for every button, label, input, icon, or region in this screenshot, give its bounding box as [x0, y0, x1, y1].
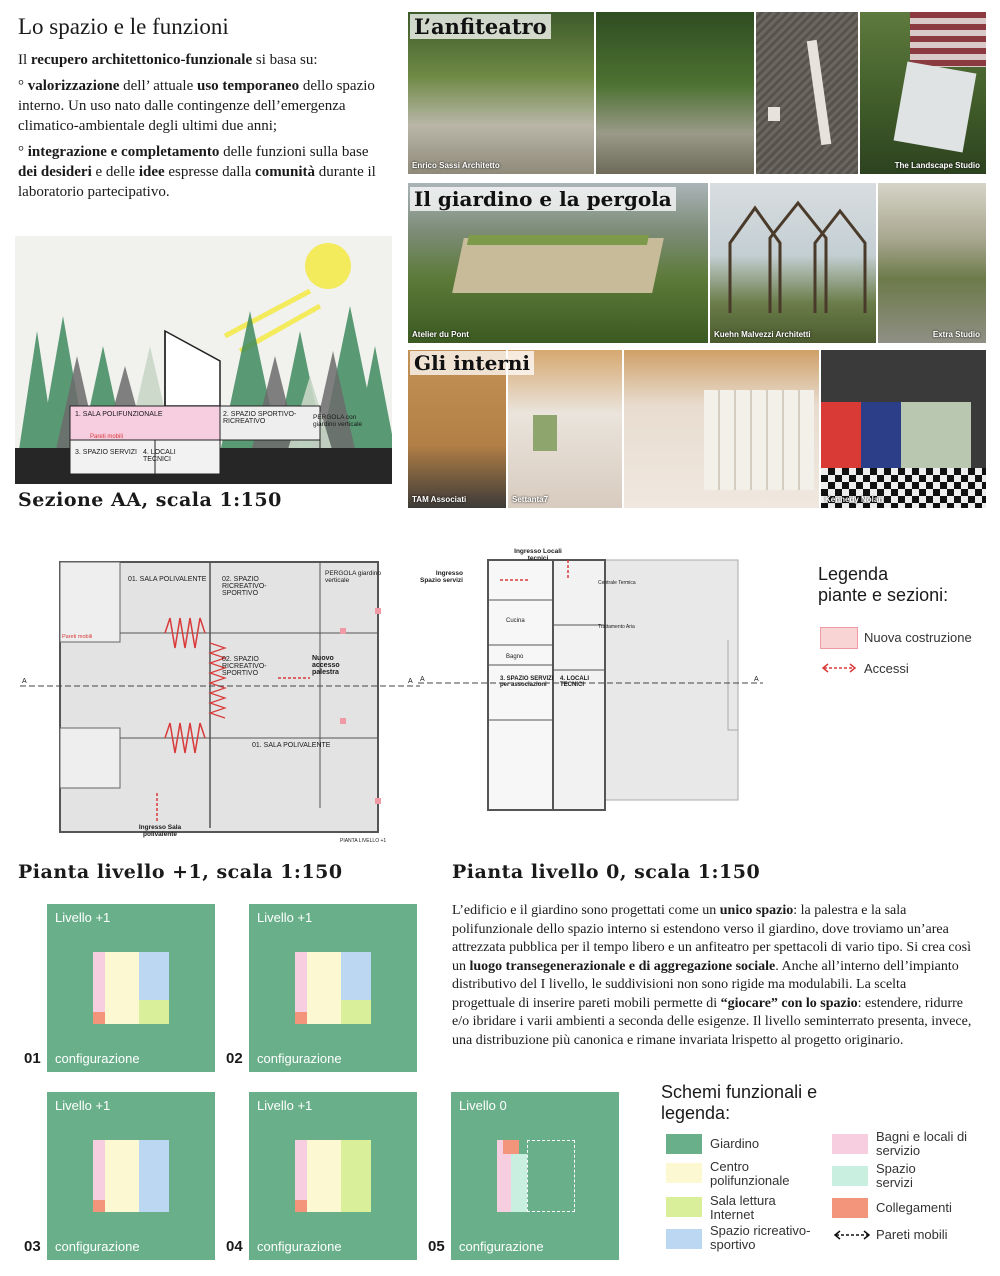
- section-room-1: 1. SALA POLIFUNZIONALE: [75, 411, 163, 418]
- config-04-label: Livello +1: [257, 1098, 313, 1113]
- giardino-credit-3: Extra Studio: [932, 330, 980, 339]
- plan0-caption: Pianta livello 0, scala 1:150: [452, 861, 761, 883]
- intro-lead: Il recupero architettonico-funzionale si basa su:: [18, 52, 318, 68]
- nuova-costruzione-swatch: [820, 627, 858, 649]
- plan1-footer: PIANTA LIVELLO +1: [340, 838, 387, 844]
- plan-level-plus1: [20, 538, 420, 850]
- section-caption: Sezione AA, scala 1:150: [18, 489, 282, 511]
- plan1-room-4: 01. SALA POLIVALENTE: [252, 742, 331, 749]
- ricreativo-swatch: [666, 1229, 702, 1249]
- giardino-swatch: [666, 1134, 702, 1154]
- giardino-credit-2: Kuehn Malvezzi Architetti: [714, 330, 811, 339]
- anfiteatro-photo-4: [860, 12, 986, 174]
- collegamenti-swatch: [832, 1198, 868, 1218]
- anfiteatro-credit-1: Enrico Sassi Architetto: [412, 161, 500, 170]
- intro-text: [18, 50, 388, 208]
- anfiteatro-title: L’anfiteatro: [410, 14, 551, 39]
- section-room-4: 4. LOCALI TECNICI: [143, 449, 176, 463]
- config-02: [249, 904, 417, 1072]
- plan0-axis-left: A: [420, 676, 425, 683]
- accessi-label: Accessi: [864, 661, 909, 676]
- giardino-credit-1: Atelier du Pont: [412, 330, 469, 339]
- plan1-room-2: 02. SPAZIO RICREATIVO-SPORTIVO: [222, 576, 267, 597]
- config-01: [47, 904, 215, 1072]
- func-legend-title: [661, 1082, 817, 1124]
- interni-credit-1: TAM Associati: [412, 495, 467, 504]
- config-03-num: 03: [24, 1238, 41, 1255]
- intro-point-1: ° valorizzazione dell’ attuale uso temporaneo dello spazio interno. Un uso nato dalle contingenze dell’emergenza climatico-ambientale degli ultimi due anni;: [18, 78, 375, 134]
- bagni-label: Bagni e locali di servizio: [876, 1129, 968, 1158]
- config-04-num: 04: [226, 1238, 243, 1255]
- config-05-label: Livello 0: [459, 1098, 507, 1113]
- plan0-cucina: Cucina: [506, 618, 525, 624]
- config-02-num: 02: [226, 1050, 243, 1067]
- section-room-3: 3. SPAZIO SERVIZI: [75, 449, 137, 456]
- centro-label: Centro polifunzionale: [710, 1159, 790, 1188]
- plan-level-0: [418, 540, 763, 830]
- accessi-arrow-icon: [820, 662, 858, 674]
- config-04-bottom: configurazione: [257, 1239, 342, 1254]
- ricreativo-label: Spazio ricreativo-sportivo: [710, 1223, 811, 1252]
- plan-level-plus1-drawing: [20, 538, 420, 850]
- plan-legend-title-1: Legenda: [818, 564, 889, 584]
- nuova-costruzione-label: Nuova costruzione: [864, 630, 972, 645]
- interni-photo-3: [624, 350, 819, 508]
- config-05-num: 05: [428, 1238, 445, 1255]
- plan1-axis-left: A: [22, 678, 27, 685]
- giardino-label: Giardino: [710, 1136, 760, 1151]
- sala-lettura-label: Sala lettura Internet: [710, 1193, 776, 1222]
- config-03: [47, 1092, 215, 1260]
- spazio-servizi-label: Spazio servizi: [876, 1161, 916, 1190]
- plan0-ingresso-tecnici: Ingresso Locali tecnici: [514, 548, 562, 562]
- plan1-caption: Pianta livello +1, scala 1:150: [18, 861, 343, 883]
- plan1-axis-right: A: [408, 678, 413, 685]
- section-drawing: [15, 236, 392, 484]
- sala-lettura-swatch: [666, 1197, 702, 1217]
- config-05-bottom: configurazione: [459, 1239, 544, 1254]
- anfiteatro-credit-2: The Landscape Studio: [894, 161, 980, 170]
- interni-credit-2: Settanta7: [512, 495, 549, 504]
- section-pergola: PERGOLA con giardino verticale: [313, 414, 363, 428]
- giardino-title: Il giardino e la pergola: [410, 187, 676, 211]
- page-title: Lo spazio e le funzioni: [18, 14, 229, 39]
- config-02-label: Livello +1: [257, 910, 313, 925]
- plan1-pergola: PERGOLA giardino verticale: [325, 570, 382, 584]
- config-01-bottom: configurazione: [55, 1051, 140, 1066]
- plan-legend-title-2: piante e sezioni:: [818, 585, 949, 605]
- config-01-num: 01: [24, 1050, 41, 1067]
- bagni-swatch: [832, 1134, 868, 1154]
- plan0-tratt: Trattamento Aria: [598, 624, 635, 630]
- intro-point-2: ° integrazione e completamento delle funzioni sulla base dei desideri e delle idee espresse dalla comunità durante il laboratorio partecipativo.: [18, 144, 376, 200]
- anfiteatro-photo-3: [756, 12, 858, 174]
- pareti-mobili-icon: [832, 1229, 872, 1241]
- plan0-ingresso-servizi: Ingresso Spazio servizi: [420, 570, 463, 584]
- config-02-bottom: configurazione: [257, 1051, 342, 1066]
- interni-title: Gli interni: [410, 351, 534, 375]
- config-05: [451, 1092, 619, 1260]
- plan0-room-4: 4. LOCALI TECNICI: [560, 676, 590, 688]
- config-04: [249, 1092, 417, 1260]
- interni-photo-4: [821, 350, 986, 508]
- anfiteatro-photo-2: [596, 12, 754, 174]
- plan1-pareti: Pareti mobili: [62, 634, 93, 640]
- section-room-2: 2. SPAZIO SPORTIVO-RICREATIVO: [223, 411, 297, 425]
- section-pareti: Pareti mobili: [90, 434, 124, 440]
- func-legend-title-2: legenda:: [661, 1103, 731, 1123]
- func-legend-title-1: Schemi funzionali e: [661, 1082, 818, 1102]
- config-03-bottom: configurazione: [55, 1239, 140, 1254]
- plan1-room-1: 01. SALA POLIVALENTE: [128, 576, 207, 583]
- plan1-accesso: Nuovo accesso palestra: [312, 655, 340, 676]
- plan0-axis-right: A: [754, 676, 759, 683]
- plan-legend-title: [818, 564, 948, 606]
- plan0-bagno: Bagno: [506, 654, 524, 660]
- plan0-centrale: Centrale Termica: [598, 580, 636, 586]
- collegamenti-label: Collegamenti: [876, 1200, 952, 1215]
- config-03-label: Livello +1: [55, 1098, 111, 1113]
- config-01-label: Livello +1: [55, 910, 111, 925]
- interni-credit-3: Kennedy Nolan: [825, 495, 884, 504]
- pareti-mobili-label: Pareti mobili: [876, 1227, 948, 1242]
- description-text: L’edificio e il giardino sono progettati come un unico spazio: la palestra e la sala polifunzionale dello spazio interno si estendono verso il giardino, dove troviamo un’area attrezzata pubblica per il tempo libero e un anfiteatro per spettacoli di vario tipo. Si crea così un luogo transegenerazionale e di aggregazione sociale. Anche all’interno dell’impianto distributivo del I livello, le suddivisioni non sono rigide ma modulabili. La scelta progettuale di inserire pareti mobili permette di “giocare” con lo spazio: estendere, ridurre e/o ibridare i varii ambienti a seconda delle esigenze. Il livello seminterrato presenta, invece, una distribuzione più canonica e rimane invariata lrispetto al progetto originario.: [452, 903, 972, 1048]
- spazio-servizi-swatch: [832, 1166, 868, 1186]
- plan1-room-3: 02. SPAZIO RICREATIVO-SPORTIVO: [222, 656, 267, 677]
- giardino-photo-2: [710, 183, 876, 343]
- section-illustration: [15, 236, 392, 484]
- plan0-room-3: 3. SPAZIO SERVIZI per associazioni: [500, 676, 554, 688]
- centro-swatch: [666, 1163, 702, 1183]
- giardino-photo-3: [878, 183, 986, 343]
- plan1-ingresso: Ingresso Sala polivalente: [138, 824, 182, 838]
